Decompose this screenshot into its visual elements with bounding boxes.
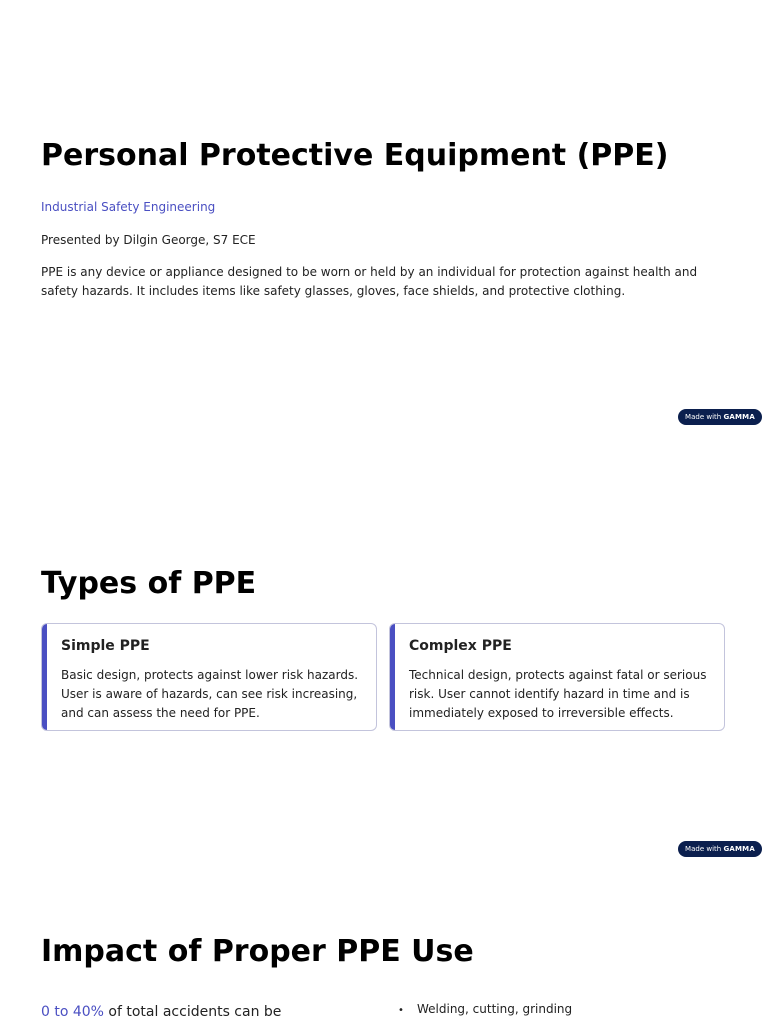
made-with-gamma-badge[interactable] [678, 841, 762, 857]
slide-subtitle: Industrial Safety Engineering [41, 200, 216, 214]
card-complex-ppe [389, 623, 725, 731]
slide-title: Types of PPE [41, 566, 257, 601]
accident-statistic [41, 1004, 281, 1020]
presenter-line: Presented by Dilgin George, S7 ECE [41, 233, 256, 247]
card-text: Basic design, protects against lower risk hazards. User is aware of hazards, can see risk increasing, and can assess the need for PPE. [61, 668, 359, 720]
slide-types [0, 432, 768, 864]
card-accent-bar [42, 624, 47, 730]
list-item [398, 1002, 572, 1016]
slide-title: Personal Protective Equipment (PPE) [41, 138, 669, 173]
badge-prefix: Made with [685, 845, 722, 853]
slide-impact [0, 864, 768, 1024]
slide-intro [0, 0, 768, 432]
card-simple-ppe [41, 623, 377, 731]
badge-brand: GAMMA [723, 845, 755, 853]
card-title: Complex PPE [409, 638, 512, 654]
stat-highlight: 0 to 40% [41, 1004, 104, 1020]
stat-text: of total accidents can be [103, 1004, 282, 1020]
badge-prefix: Made with [685, 413, 722, 421]
card-text: Technical design, protects against fatal or serious risk. User cannot identify hazard in time and is immediately exposed to irreversible effects. [409, 668, 707, 720]
list-item-text: Welding, cutting, grinding [417, 1002, 573, 1016]
card-title: Simple PPE [61, 638, 150, 654]
bullet-icon: • [398, 1005, 404, 1016]
made-with-gamma-badge[interactable] [678, 409, 762, 425]
intro-paragraph: PPE is any device or appliance designed to be worn or held by an individual for protection against health and safety hazards. It includes items like safety glasses, gloves, face shields, and protective clothing. [41, 265, 698, 298]
card-accent-bar [390, 624, 395, 730]
badge-brand: GAMMA [723, 413, 755, 421]
slide-title: Impact of Proper PPE Use [41, 934, 474, 969]
